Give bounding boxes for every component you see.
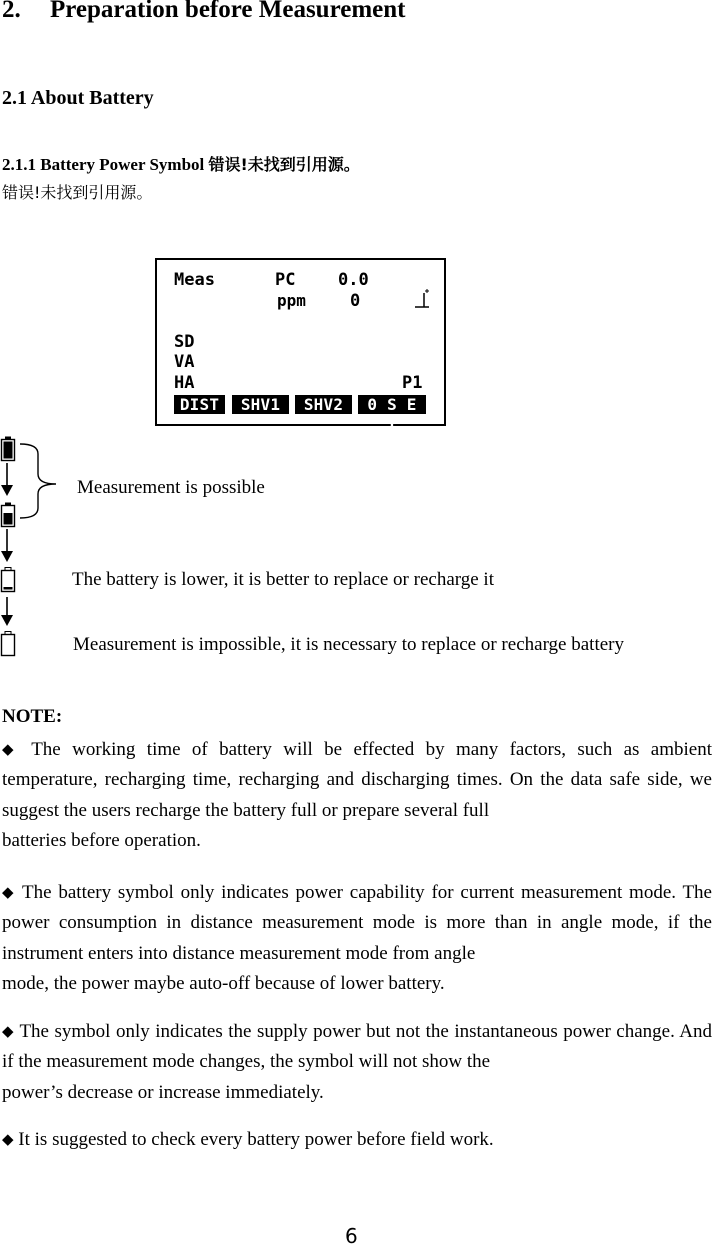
lcd-page-indicator: P1 xyxy=(402,373,423,393)
note-text: It is suggested to check every battery power before field work. xyxy=(18,1129,494,1150)
arrow-down-icon xyxy=(0,597,14,627)
softkey-0set: 0 S E T xyxy=(358,395,426,414)
arrow-down-icon xyxy=(0,463,14,497)
page-number: 6 xyxy=(345,1224,358,1248)
state-low-text: The battery is lower, it is better to replace or recharge it xyxy=(72,569,494,590)
note-text: The symbol only indicates the supply power but not the instantaneous power change. And if the measurement mode changes, the symbol will not show the xyxy=(2,1021,712,1073)
note-item xyxy=(2,1017,712,1108)
chapter-heading xyxy=(2,0,405,24)
battery-empty-icon xyxy=(0,631,17,657)
note-text-end: batteries before operation. xyxy=(2,830,201,852)
bullet-diamond-icon: ◆ xyxy=(2,883,16,901)
arrow-down-icon xyxy=(0,529,14,563)
lcd-ppm-value: 0 xyxy=(350,291,361,311)
chapter-number: 2. xyxy=(2,0,21,23)
note-item xyxy=(2,735,712,857)
lcd-row-sd: SD xyxy=(174,332,195,352)
bullet-diamond-icon: ◆ xyxy=(2,740,21,758)
battery-full-icon xyxy=(0,436,17,462)
subsection-title: 2.1.1 Battery Power Symbol xyxy=(2,155,205,174)
state-impossible-text: Measurement is impossible, it is necessary to replace or recharge battery xyxy=(73,634,624,655)
bullet-diamond-icon: ◆ xyxy=(2,1022,15,1040)
reference-error-line: 错误!未找到引用源。 xyxy=(2,183,153,202)
note-item xyxy=(2,1125,712,1155)
note-text-end: power’s decrease or increase immediately. xyxy=(2,1081,324,1103)
note-item xyxy=(2,878,712,1000)
lcd-row-ha: HA xyxy=(174,373,195,393)
note-text: The working time of battery will be effected by many factors, such as ambient temperature, recharging time, recharging and discharging times. On the data safe side, we suggest the users recharge the battery full or prepare several full xyxy=(2,739,712,821)
lcd-pc-label: PC xyxy=(275,270,296,290)
softkey-shv2: SHV2 xyxy=(295,395,352,414)
subsection-heading xyxy=(2,152,360,175)
battery-mid-icon xyxy=(0,502,17,528)
lcd-mode-label: Meas xyxy=(174,270,215,290)
state-possible-text: Measurement is possible xyxy=(77,477,265,498)
note-heading: NOTE: xyxy=(2,706,63,727)
softkey-dist: DIST xyxy=(174,395,225,414)
lcd-pc-value: 0.0 xyxy=(338,270,369,290)
bullet-diamond-icon: ◆ xyxy=(2,1130,14,1148)
lcd-display xyxy=(155,258,446,433)
battery-low-icon xyxy=(0,567,17,593)
softkey-shv1: SHV1 xyxy=(232,395,289,414)
note-text: The battery symbol only indicates power capability for current measurement mode. The power consumption in distance measurement mode is more than in angle mode, if the instrument enters into distance measurement mode from angle xyxy=(2,882,712,964)
chapter-title: Preparation before Measurement xyxy=(50,0,406,23)
tilt-compensation-icon xyxy=(413,287,431,311)
lcd-row-va: VA xyxy=(174,352,195,372)
lcd-ppm-label: ppm xyxy=(277,291,306,310)
subsection-error-text: 错误!未找到引用源。 xyxy=(208,155,360,174)
section-heading: 2.1 About Battery xyxy=(2,87,154,109)
note-text-end: mode, the power maybe auto-off because of lower battery. xyxy=(2,973,445,995)
brace-icon xyxy=(18,440,60,520)
